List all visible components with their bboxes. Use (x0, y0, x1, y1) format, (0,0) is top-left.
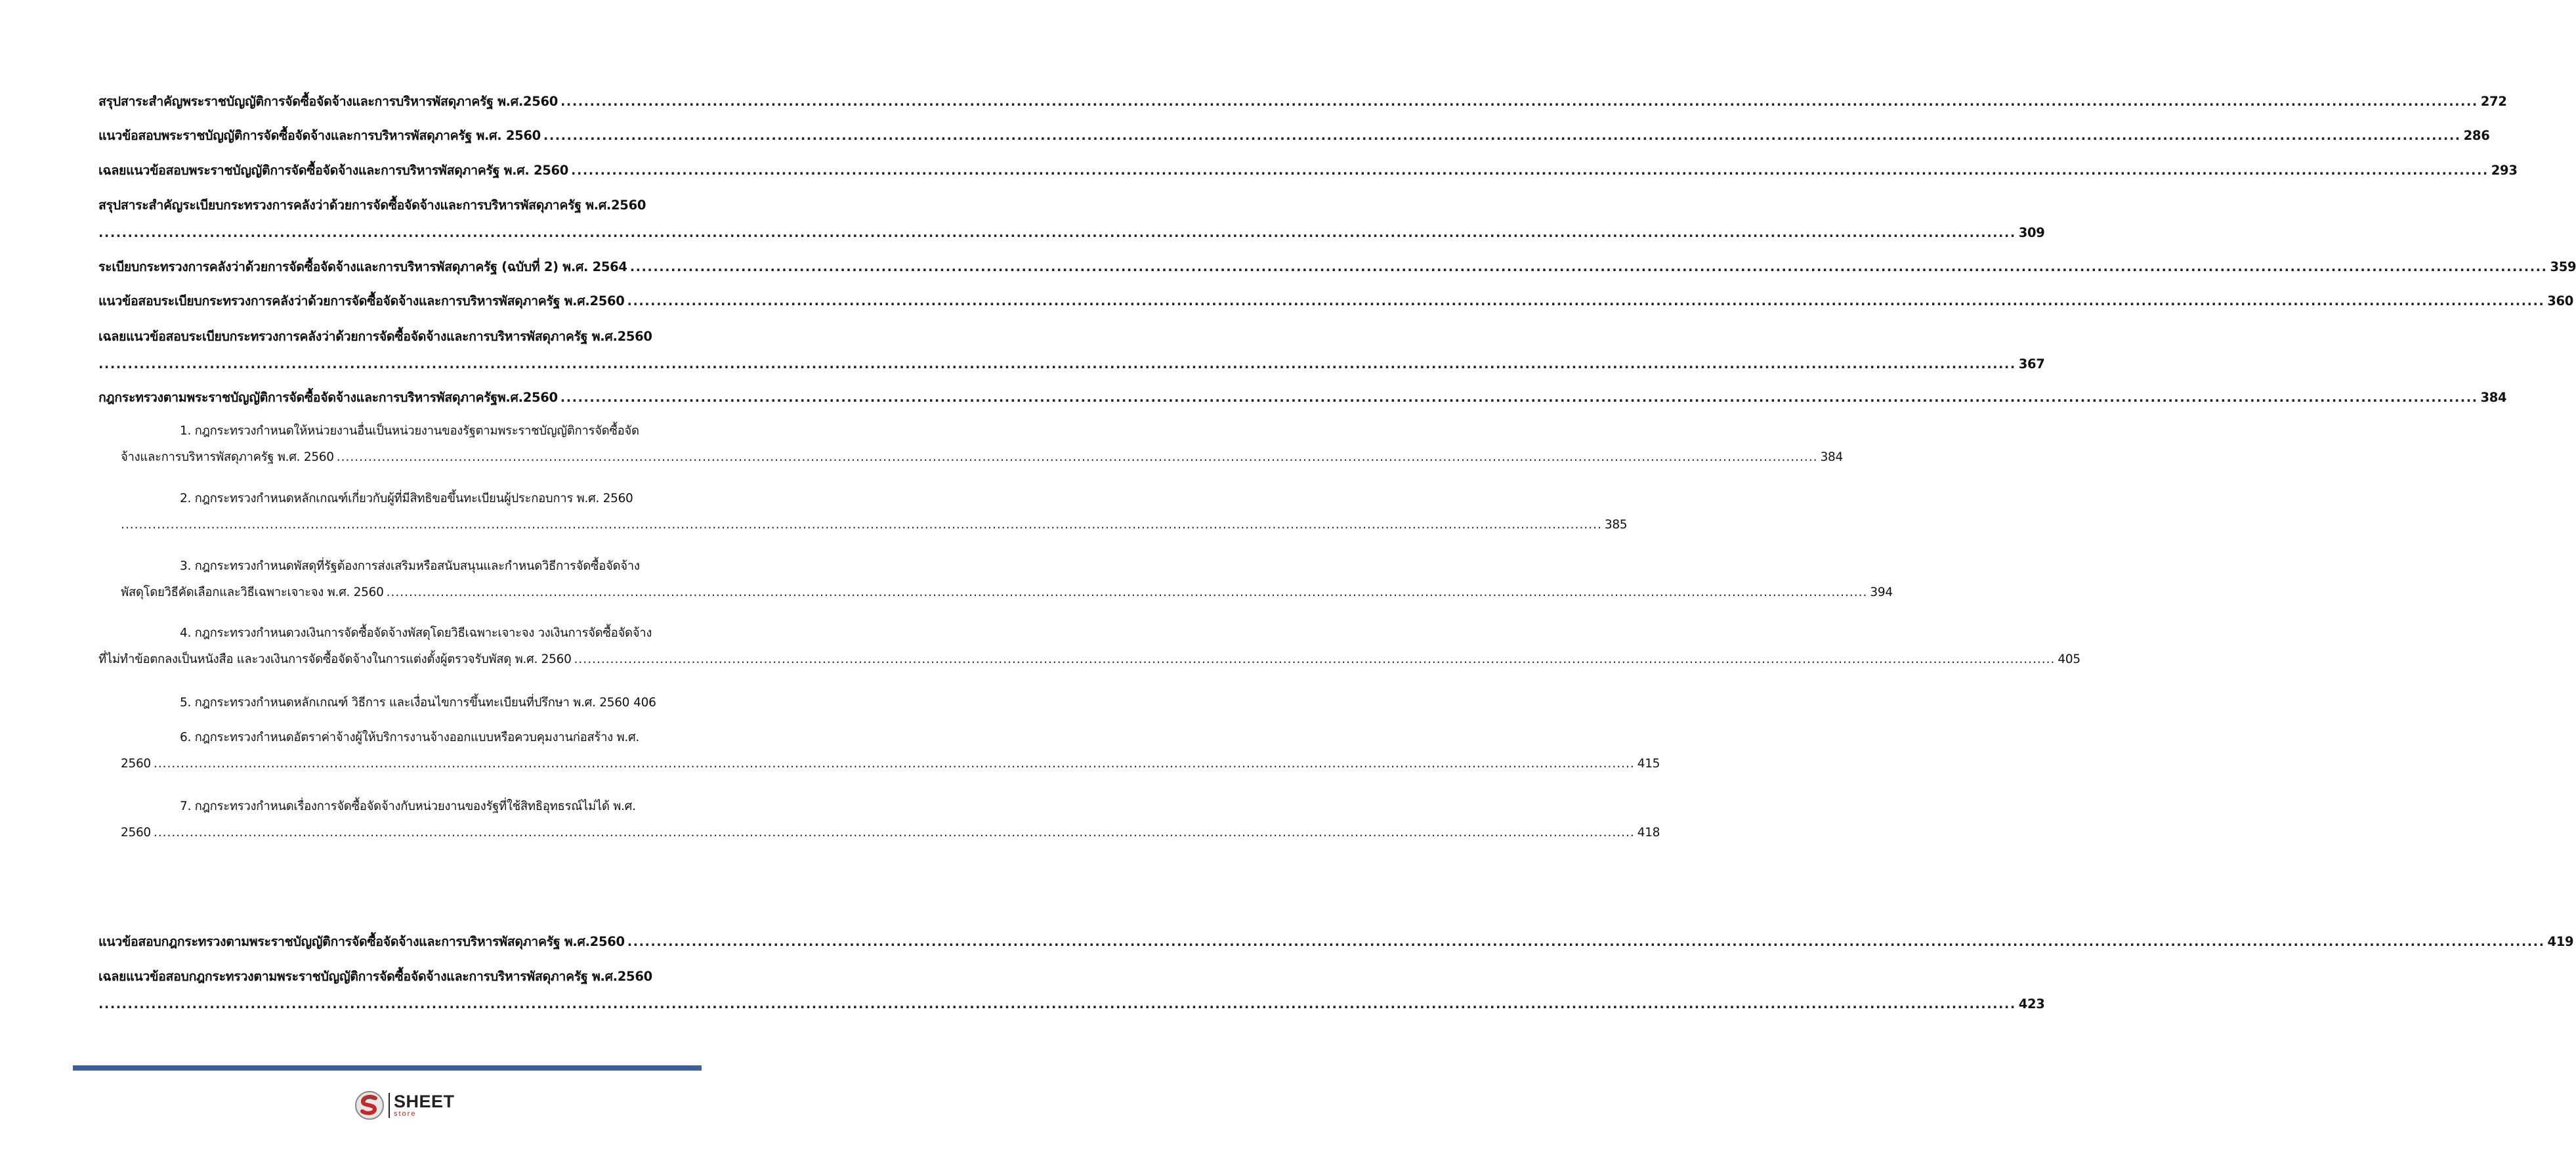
toc-entry[interactable] (98, 326, 2045, 375)
dot-leader (574, 649, 2056, 671)
toc-entry[interactable] (98, 160, 2518, 182)
toc-entry-page: 367 (2018, 356, 2045, 372)
toc-sub-title-line2: 2560 (121, 757, 151, 771)
toc-sub-page: 394 (1870, 586, 1893, 599)
toc-entry[interactable] (98, 290, 2574, 312)
toc-entry-page: 419 (2547, 934, 2574, 949)
toc-entry-page: 286 (2463, 128, 2490, 143)
toc-entry-page: 360 (2547, 293, 2574, 309)
toc-sub-title-line1: 2. กฎกระทรวงกำหนดหลักเกณฑ์เกี่ยวกับผู้ที่มีสิทธิขอขึ้นทะเบียนผู้ประกอบการ พ.ศ. 2560 (180, 492, 633, 505)
toc-entry-page: 359 (2550, 259, 2576, 274)
dot-leader (98, 993, 2016, 1015)
toc-sub-page: 418 (1637, 826, 1660, 840)
dot-leader (387, 582, 1868, 604)
toc-sub-page: 406 (633, 696, 656, 710)
logo-main-text: SHEET (394, 1092, 455, 1111)
toc-entry[interactable] (98, 91, 2507, 113)
toc-sub-title-line2: พัสดุโดยวิธีคัดเลือกและวิธีเฉพาะเจาะจง พ.ศ. 2560 (121, 586, 384, 599)
toc-entry[interactable] (98, 194, 2045, 244)
toc-entry-title: สรุปสาระสำคัญพระราชบัญญัติการจัดซื้อจัดจ้างและการบริหารพัสดุภาครัฐ พ.ศ.2560 (98, 94, 559, 109)
toc-entry[interactable] (98, 125, 2490, 147)
toc-sub-entry[interactable] (98, 488, 1628, 536)
toc-entry[interactable] (98, 387, 2507, 409)
logo-mark-icon (354, 1090, 385, 1120)
toc-entry[interactable] (98, 256, 2576, 278)
footer-divider (73, 1065, 702, 1071)
dot-leader (337, 446, 1818, 469)
toc-entry-title: แนวข้อสอบระเบียบกระทรวงการคลังว่าด้วยการจัดซื้อจัดจ้างและการบริหารพัสดุภาครัฐ พ.ศ.2560 (98, 293, 625, 309)
logo-text (389, 1093, 455, 1118)
toc-sub-title-line1: 4. กฎกระทรวงกำหนดวงเงินการจัดซื้อจัดจ้างพัสดุโดยวิธีเฉพาะเจาะจง วงเงินการจัดซื้อจัดจ้าง (180, 626, 652, 640)
dot-leader (560, 91, 2478, 113)
toc-entry-page: 423 (2018, 996, 2045, 1012)
toc-sub-page: 405 (2058, 652, 2080, 666)
toc-entry[interactable] (98, 931, 2574, 953)
toc-entry-page: 272 (2480, 94, 2507, 109)
dot-leader (560, 387, 2478, 409)
dot-leader (121, 514, 1602, 536)
toc-sub-entry[interactable] (98, 555, 1893, 604)
toc-entry[interactable] (98, 966, 2045, 1015)
sheet-store-logo (354, 1088, 466, 1122)
toc-entry-page: 384 (2480, 390, 2507, 405)
dot-leader (630, 256, 2548, 278)
toc-entry-title: ระเบียบกระทรวงการคลังว่าด้วยการจัดซื้อจัดจ้างและการบริหารพัสดุภาครัฐ (ฉบับที่ 2) พ.ศ. 2564 (98, 259, 627, 274)
dot-leader (154, 822, 1635, 844)
toc-entry-title: แนวข้อสอบกฎกระทรวงตามพระราชบัญญัติการจัดซื้อจัดจ้างและการบริหารพัสดุภาครัฐ พ.ศ.2560 (98, 934, 625, 949)
toc-sub-entry[interactable] (98, 727, 1660, 775)
dot-leader (571, 160, 2489, 182)
toc-entry-title: สรุปสาระสำคัญระเบียบกระทรวงการคลังว่าด้วยการจัดซื้อจัดจ้างและการบริหารพัสดุภาครัฐ พ.ศ.2560 (98, 198, 646, 213)
dot-leader (98, 222, 2016, 244)
toc-sub-title-line1: 3. กฎกระทรวงกำหนดพัสดุที่รัฐต้องการส่งเสริมหรือสนับสนุนและกำหนดวิธีการจัดซื้อจัดจ้าง (180, 559, 640, 573)
toc-sub-entry[interactable] (98, 796, 1660, 844)
toc-entry-title: เฉลยแนวข้อสอบกฎกระทรวงตามพระราชบัญญัติการจัดซื้อจัดจ้างและการบริหารพัสดุภาครัฐ พ.ศ.2560 (98, 969, 652, 984)
dot-leader (154, 753, 1635, 775)
toc-sub-entry[interactable] (98, 622, 2080, 671)
toc-entry-title: เฉลยแนวข้อสอบพระราชบัญญัติการจัดซื้อจัดจ้างและการบริหารพัสดุภาครัฐ พ.ศ. 2560 (98, 163, 569, 178)
toc-sub-title-line2: 2560 (121, 826, 151, 840)
toc-entry-page: 309 (2018, 225, 2045, 240)
toc-sub-entry[interactable] (98, 692, 718, 714)
toc-entry-page: 293 (2491, 163, 2518, 178)
toc-sub-entry[interactable] (98, 420, 1843, 469)
toc-sub-title-line1: 5. กฎกระทรวงกำหนดหลักเกณฑ์ วิธีการ และเงื่อนไขการขึ้นทะเบียนที่ปรึกษา พ.ศ. 2560 (180, 696, 630, 710)
toc-sub-title-line1: 7. กฎกระทรวงกำหนดเรื่องการจัดซื้อจัดจ้างกับหน่วยงานของรัฐที่ใช้สิทธิอุทธรณ์ไม่ได้ พ.ศ. (180, 800, 636, 813)
toc-sub-title-line2: ที่ไม่ทำข้อตกลงเป็นหนังสือ และวงเงินการจัดซื้อจัดจ้างในการแต่งตั้งผู้ตรวจรับพัสดุ พ.ศ. 2560 (98, 652, 572, 666)
dot-leader (98, 353, 2016, 375)
toc-sub-title-line1: 6. กฎกระทรวงกำหนดอัตราค่าจ้างผู้ให้บริการงานจ้างออกแบบหรือควบคุมงานก่อสร้าง พ.ศ. (180, 731, 639, 744)
toc-sub-title-line2: จ้างและการบริหารพัสดุภาครัฐ พ.ศ. 2560 (121, 450, 334, 464)
toc-entry-title: แนวข้อสอบพระราชบัญญัติการจัดซื้อจัดจ้างและการบริหารพัสดุภาครัฐ พ.ศ. 2560 (98, 128, 541, 143)
toc-sub-page: 385 (1604, 518, 1628, 532)
toc-entry-title: กฎกระทรวงตามพระราชบัญญัติการจัดซื้อจัดจ้างและการบริหารพัสดุภาครัฐพ.ศ.2560 (98, 390, 558, 405)
toc-entry-title: เฉลยแนวข้อสอบระเบียบกระทรวงการคลังว่าด้วยการจัดซื้อจัดจ้างและการบริหารพัสดุภาครัฐ พ.ศ.2560 (98, 329, 652, 344)
dot-leader (543, 125, 2461, 147)
toc-sub-page: 384 (1820, 450, 1843, 464)
logo-sub-text: store (394, 1110, 417, 1118)
toc-sub-page: 415 (1637, 757, 1660, 771)
dot-leader (627, 290, 2545, 312)
dot-leader (627, 931, 2545, 953)
toc-sub-title-line1: 1. กฎกระทรวงกำหนดให้หน่วยงานอื่นเป็นหน่วยงานของรัฐตามพระราชบัญญัติการจัดซื้อจัด (180, 424, 639, 438)
